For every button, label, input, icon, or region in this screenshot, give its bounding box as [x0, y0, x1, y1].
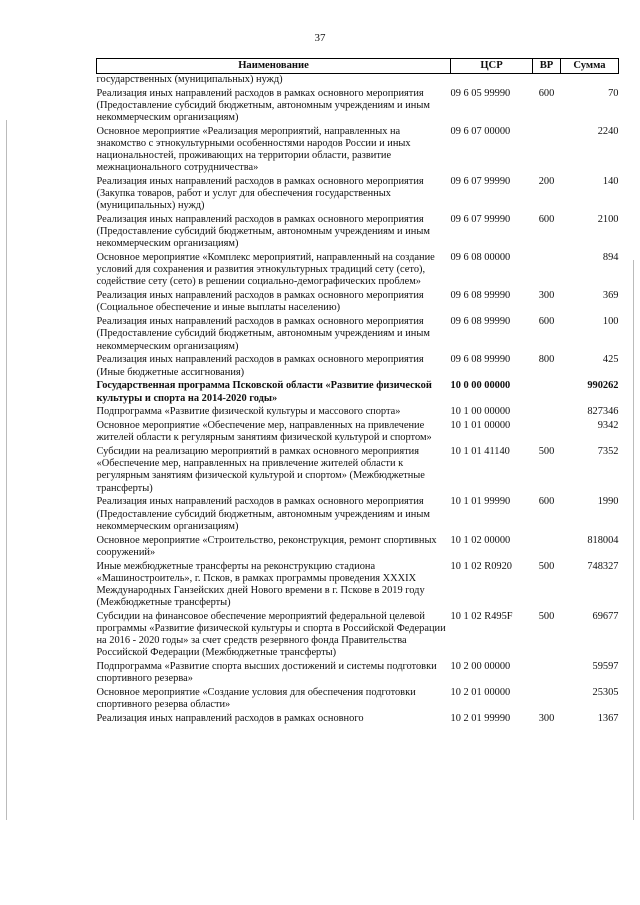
- row-csr: 10 1 01 41140: [450, 446, 510, 458]
- row-vr: 600: [538, 87, 555, 99]
- row-csr: 10 1 01 00000: [450, 420, 511, 432]
- row-sum: 25305: [592, 686, 619, 698]
- row-vr: 800: [538, 354, 555, 366]
- row-vr: [533, 687, 561, 713]
- row-vr: 600: [538, 214, 555, 226]
- row-csr: 09 6 07 99990: [450, 214, 511, 226]
- row-name: Реализация иных направлений расходов в рамках основного мероприятия (Закупка товаров, работ и услуг для обеспечения государственных (муниципальных) нужд): [96, 176, 424, 212]
- table-row: [97, 88, 619, 126]
- row-sum: 7352: [597, 446, 619, 458]
- row-vr: [533, 661, 561, 687]
- row-name: Реализация иных направлений расходов в рамках основного мероприятия (Предоставление субсидий бюджетным, автономным учреждениям и иным некоммерческим организациям): [96, 214, 430, 250]
- row-csr: 10 1 02 R0920: [450, 560, 512, 572]
- row-vr: [533, 535, 561, 561]
- row-csr: 09 6 07 00000: [450, 125, 511, 137]
- table-row: [97, 290, 619, 316]
- row-name: Реализация иных направлений расходов в рамках основного мероприятия (Предоставление субсидий бюджетным, автономным учреждениям и иным некоммерческим организациям): [96, 87, 430, 124]
- row-sum: 1990: [597, 496, 619, 508]
- row-sum: 59597: [592, 660, 619, 672]
- row-name: Иные межбюджетные трансферты на реконструкцию стадиона «Машиностроитель», г. Псков, в рамках программы проведения XXXIX Международных Ганзейских дней Нового времени в г. Пскове в 2019 году (Межбюджетные трансферты): [96, 560, 425, 608]
- row-name: Основное мероприятие «Комплекс мероприятий, направленный на создание условий для сохранения и развития этнокультурных традиций сету (сето), содействие сету (сето) в решении социально-демографических проблем»: [96, 252, 435, 288]
- row-name: Реализация иных направлений расходов в рамках основного: [96, 712, 364, 724]
- row-vr: 500: [538, 560, 555, 572]
- row-sum: 425: [602, 354, 619, 366]
- row-csr: 10 0 00 00000: [450, 380, 511, 392]
- row-sum: [561, 74, 619, 88]
- row-name: Реализация иных направлений расходов в рамках основного мероприятия (Предоставление субсидий бюджетным, автономным учреждениям и иным некоммерческим организациям): [96, 496, 430, 532]
- row-vr: [533, 252, 561, 290]
- row-name: Реализация иных направлений расходов в рамках основного мероприятия (Предоставление субсидий бюджетным, автономным учреждениям и иным некоммерческим организациям): [96, 316, 430, 352]
- row-name: Реализация иных направлений расходов в рамках основного мероприятия (Социальное обеспечение и иные выплаты населению): [96, 290, 424, 314]
- row-sum: 894: [602, 252, 619, 264]
- table-row: [97, 535, 619, 561]
- table-row: [97, 496, 619, 534]
- table-row-program: [97, 380, 619, 406]
- table-row: [97, 74, 619, 88]
- row-sum: 1367: [597, 712, 619, 724]
- row-vr: [533, 126, 561, 176]
- table-row: [97, 316, 619, 354]
- row-vr: [533, 420, 561, 446]
- row-sum: 827346: [587, 406, 619, 418]
- table-row: [97, 252, 619, 290]
- row-csr: 09 6 08 00000: [450, 252, 511, 264]
- row-vr: 500: [538, 446, 555, 458]
- scan-edge-left: [6, 120, 7, 820]
- row-sum: 369: [602, 290, 619, 302]
- table-row: [97, 176, 619, 214]
- row-vr: 600: [538, 496, 555, 508]
- row-name: Основное мероприятие «Создание условия для обеспечения подготовки спортивного резерва области»: [96, 686, 416, 710]
- scan-edge-right: [633, 260, 634, 820]
- row-csr: 10 1 00 00000: [450, 406, 511, 418]
- header-name: Наименование: [97, 59, 451, 74]
- row-sum: 2240: [597, 125, 619, 137]
- table-row: [97, 354, 619, 380]
- table-row: [97, 446, 619, 496]
- row-name: Основное мероприятие «Реализация мероприятий, направленных на знакомство с этнокультурными особенностями народов России и иных национальностей, проживающих на территории области, развитие межнационального сотрудничества»: [96, 125, 411, 174]
- row-sum: 9342: [597, 420, 619, 432]
- row-vr: 300: [538, 290, 555, 302]
- row-csr: 09 6 08 99990: [450, 316, 511, 328]
- table-row: [97, 661, 619, 687]
- row-csr: 09 6 08 99990: [450, 290, 511, 302]
- row-vr: [533, 406, 561, 420]
- table-row: [97, 420, 619, 446]
- row-csr: 10 2 01 00000: [450, 686, 511, 698]
- row-csr: 10 1 02 00000: [450, 534, 511, 546]
- row-sum: 2100: [597, 214, 619, 226]
- table-row: [97, 687, 619, 713]
- row-sum: 748327: [587, 560, 619, 572]
- row-csr: 09 6 07 99990: [450, 176, 511, 188]
- row-name: Реализация иных направлений расходов в рамках основного мероприятия (Иные бюджетные ассигнования): [96, 354, 424, 378]
- header-vr: ВР: [533, 59, 561, 74]
- row-vr: 500: [538, 610, 555, 622]
- row-name: Подпрограмма «Развитие спорта высших достижений и системы подготовки спортивного резерва»: [96, 660, 437, 684]
- row-vr: 200: [538, 176, 555, 188]
- row-csr: 09 6 08 99990: [450, 354, 511, 366]
- table-row: [97, 214, 619, 252]
- table-header-row: [97, 59, 619, 74]
- row-csr: 10 1 02 R495F: [450, 610, 513, 622]
- page-number: 37: [314, 32, 326, 44]
- header-sum: Сумма: [561, 59, 619, 74]
- row-vr: 600: [538, 316, 555, 328]
- table-row: [97, 126, 619, 176]
- table-row: [97, 713, 619, 727]
- row-sum: 818004: [587, 534, 619, 546]
- row-vr: [533, 380, 561, 406]
- row-sum: 70: [608, 87, 619, 99]
- table-row: [97, 561, 619, 611]
- row-vr: [533, 74, 561, 88]
- row-csr: 10 2 01 99990: [450, 712, 511, 724]
- row-sum: 100: [602, 316, 619, 328]
- row-csr: [451, 74, 533, 88]
- row-name: государственных (муниципальных) нужд): [96, 74, 283, 85]
- row-name: Субсидии на реализацию мероприятий в рамках основного мероприятия «Обеспечение мер, направленных на привлечение жителей области к регулярным занятиям физической культурой и спортом» (Межбюджетные трансферты): [96, 446, 425, 494]
- row-csr: 10 1 01 99990: [450, 496, 511, 508]
- row-csr: 09 6 05 99990: [450, 87, 511, 99]
- table-row: [97, 611, 619, 661]
- row-name: Подпрограмма «Развитие физической культуры и массового спорта»: [96, 406, 401, 418]
- row-csr: 10 2 00 00000: [450, 660, 511, 672]
- row-name: Государственная программа Псковской области «Развитие физической культуры и спорта на 2014-2020 годы»: [96, 380, 432, 404]
- row-sum: 990262: [587, 380, 619, 392]
- row-name: Основное мероприятие «Строительство, реконструкция, ремонт спортивных сооружений»: [96, 534, 437, 558]
- row-name: Субсидии на финансовое обеспечение мероприятий федеральной целевой программы «Развитие физической культуры и спорта в Российской Федерации на 2016 - 2020 годы» за счет средств резервного фонда Правительства Российской Федерации (Межбюджетные трансферты): [96, 610, 446, 658]
- budget-table: [96, 58, 619, 727]
- table-row: [97, 406, 619, 420]
- row-vr: 300: [538, 712, 555, 724]
- header-csr: ЦСР: [451, 59, 533, 74]
- row-name: Основное мероприятие «Обеспечение мер, направленных на привлечение жителей области к регулярным занятиям физической культурой и спортом»: [96, 420, 432, 444]
- row-sum: 69677: [592, 610, 619, 622]
- row-sum: 140: [602, 176, 619, 188]
